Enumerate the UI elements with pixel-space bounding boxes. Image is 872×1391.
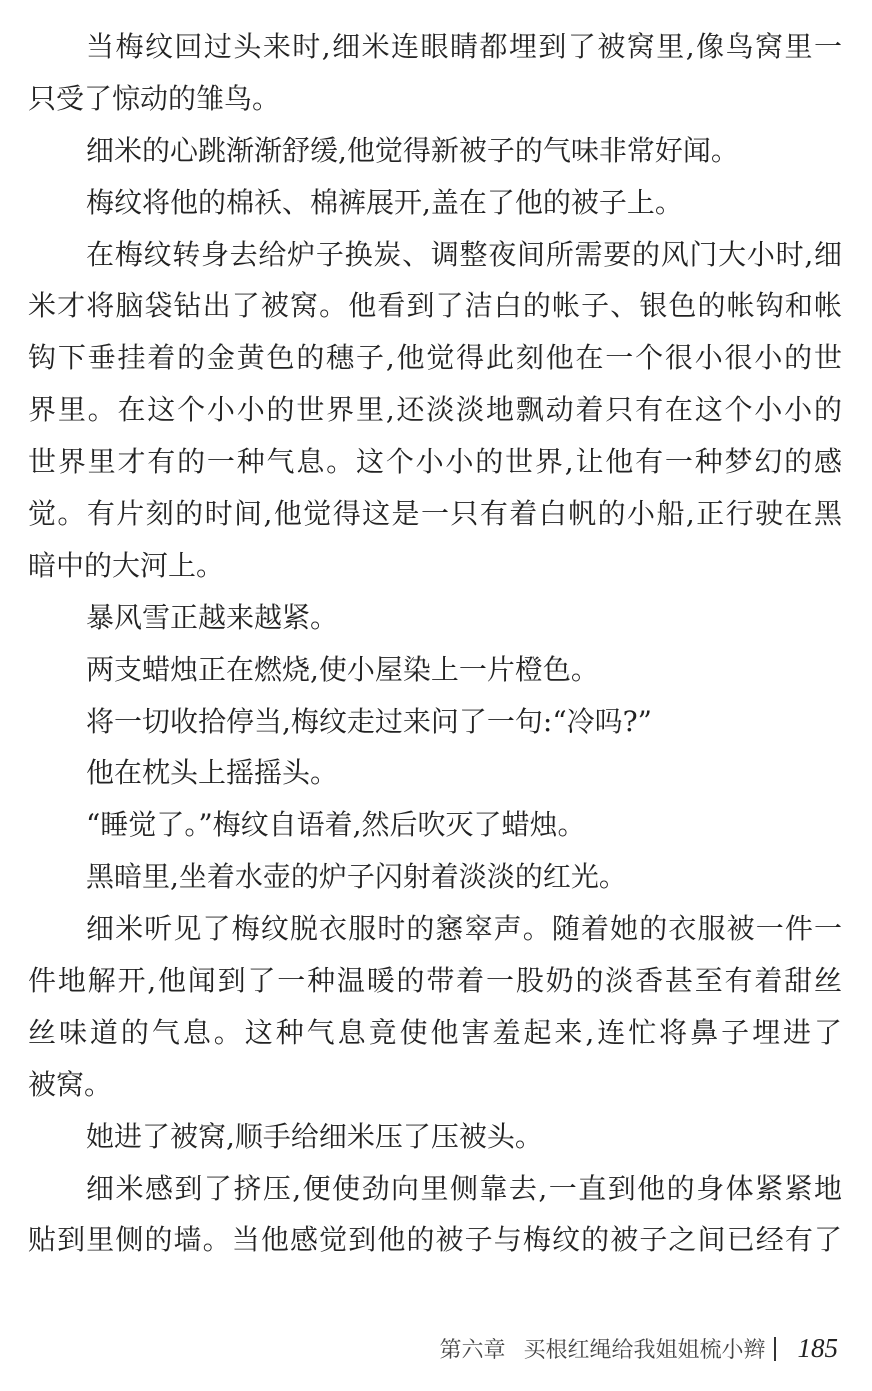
chapter-title: 买根红绳给我姐姐梳小辫	[523, 1338, 766, 1363]
text-line: 贴到里侧的墙。当他感觉到他的被子与梅纹的被子之间已经有了	[28, 1223, 842, 1257]
text-line: 件地解开,他闻到了一种温暖的带着一股奶的淡香甚至有着甜丝	[28, 964, 842, 998]
paragraph	[28, 1163, 842, 1267]
paragraph	[28, 851, 842, 903]
text-line: 细米听见了梅纹脱衣服时的窸窣声。随着她的衣服被一件一	[86, 912, 842, 946]
text-line: 暴风雪正越来越紧。	[86, 600, 339, 634]
text-line: 梅纹将他的棉袄、棉裤展开,盖在了他的被子上。	[86, 185, 683, 219]
paragraph	[28, 903, 842, 1111]
text-line: 黑暗里,坐着水壶的炉子闪射着淡淡的红光。	[86, 860, 627, 894]
page-footer	[439, 1333, 838, 1364]
text-line: 暗中的大河上。	[28, 548, 225, 582]
text-line: 只受了惊动的雏鸟。	[28, 81, 281, 115]
text-line: 她进了被窝,顺手给细米压了压被头。	[86, 1119, 543, 1153]
paragraph	[28, 177, 842, 229]
text-line: 钩下垂挂着的金黄色的穗子,他觉得此刻他在一个很小很小的世	[28, 341, 842, 375]
text-line: 米才将脑袋钻出了被窝。他看到了洁白的帐子、银色的帐钩和帐	[28, 289, 842, 323]
text-line: 他在枕头上摇摇头。	[86, 756, 339, 790]
text-line: 丝味道的气息。这种气息竟使他害羞起来,连忙将鼻子埋进了	[28, 1015, 842, 1049]
paragraph	[28, 799, 842, 851]
text-line: 细米感到了挤压,便使劲向里侧靠去,一直到他的身体紧紧地	[86, 1171, 842, 1205]
body-text	[28, 21, 842, 1266]
text-line: 细米的心跳渐渐舒缓,他觉得新被子的气味非常好闻。	[86, 133, 739, 167]
text-line: 觉。有片刻的时间,他觉得这是一只有着白帆的小船,正行驶在黑	[28, 497, 842, 531]
text-line: 两支蜡烛正在燃烧,使小屋染上一片橙色。	[86, 652, 599, 686]
paragraph	[28, 21, 842, 125]
text-line: 世界里才有的一种气息。这个小小的世界,让他有一种梦幻的感	[28, 445, 842, 479]
text-line: 将一切收拾停当,梅纹走过来问了一句:“冷吗?”	[86, 704, 652, 738]
paragraph	[28, 125, 842, 177]
paragraph	[28, 747, 842, 799]
text-line: 当梅纹回过头来时,细米连眼睛都埋到了被窝里,像鸟窝里一	[86, 30, 842, 63]
text-line: 在梅纹转身去给炉子换炭、调整夜间所需要的风门大小时,细	[86, 237, 842, 271]
text-line: 被窝。	[28, 1067, 113, 1101]
footer-divider	[774, 1337, 776, 1361]
paragraph	[28, 1111, 842, 1163]
text-line: 界里。在这个小小的世界里,还淡淡地飘动着只有在这个小小的	[28, 393, 842, 427]
paragraph	[28, 644, 842, 696]
paragraph	[28, 696, 842, 748]
text-line: “睡觉了。”梅纹自语着,然后吹灭了蜡烛。	[86, 808, 586, 842]
chapter-label: 第六章	[439, 1338, 506, 1363]
page-number: 185	[797, 1333, 838, 1363]
paragraph	[28, 592, 842, 644]
paragraph	[28, 229, 842, 592]
